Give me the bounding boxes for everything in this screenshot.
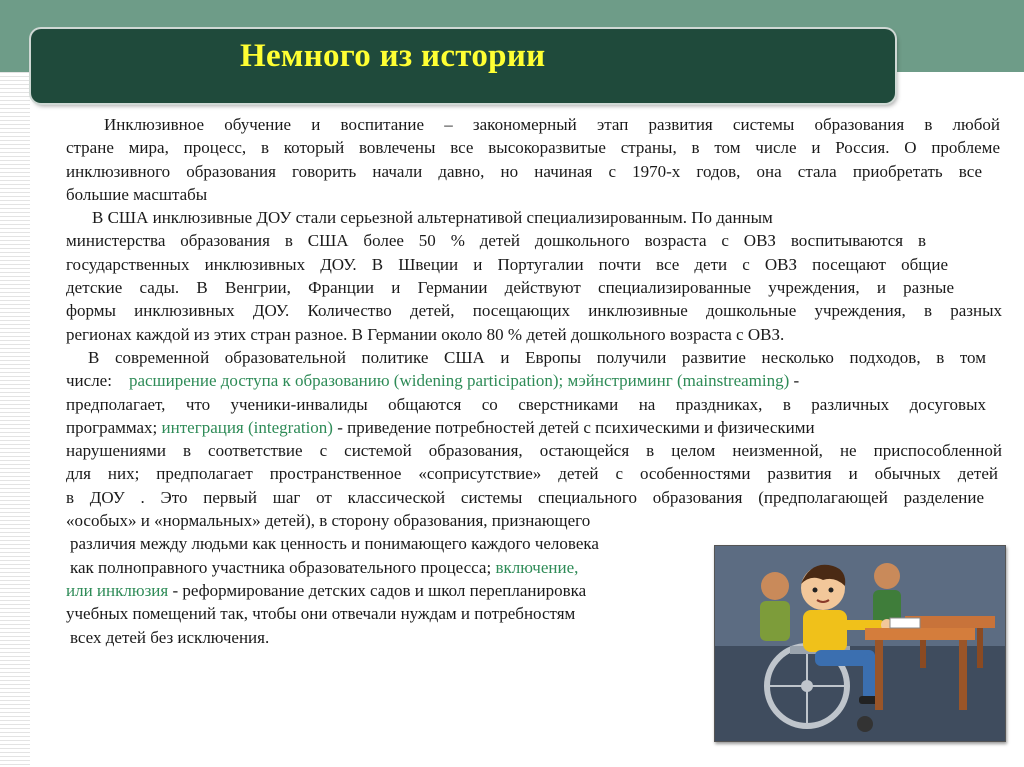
- wheelchair-child-at-desk-icon: [715, 546, 1005, 741]
- p3-line6: для них; предполагает пространственное «соприсутствие» детей с особенностями развития и обычных детей: [66, 464, 998, 484]
- p3-line13: всех детей без исключения.: [70, 627, 270, 647]
- p3-line9: различия между людьми как ценность и понимающего каждого человека: [70, 534, 599, 554]
- p2-line1: В США инклюзивные ДОУ стали серьезной альтернативой специализированным. По данным: [92, 208, 773, 228]
- p3-line2: [66, 369, 1006, 392]
- left-stripes-decoration: [0, 72, 30, 767]
- p3-line1: В современной образовательной политике США и Европы получили развитие несколько подходов, в том: [88, 347, 986, 367]
- p3-line2-end: -: [789, 371, 800, 391]
- p3-line11-end: - реформирование детских садов и школ перепланировка: [168, 580, 587, 600]
- p3-line8: «особых» и «нормальных» детей), в сторону образования, признающего: [66, 511, 591, 531]
- term-inclusion-b: или инклюзия: [66, 580, 169, 600]
- p3-line3: предполагает, что ученики-инвалиды общаются со сверстниками на праздниках, в различных досуговых: [66, 394, 986, 414]
- p3-line5: нарушениями в соответствие с системой образования, остающейся в целом неизменной, не приспособленной: [66, 441, 1002, 461]
- wheelchair-child-illustration: [714, 545, 1006, 742]
- p2-line5: формы инклюзивных ДОУ. Количество детей, посещающих инклюзивные дошкольные учреждения, в разных: [66, 301, 1002, 321]
- p3-line4-end: - приведение потребностей детей с психическими и физическими: [332, 417, 815, 437]
- p1-line4: большие масштабы: [66, 184, 208, 204]
- p3-line12: учебных помещений так, чтобы они отвечали нуждам и потребностям: [66, 604, 576, 624]
- term-widening-mainstreaming: расширение доступа к образованию (widening participation); мэйнстриминг (mainstreaming): [128, 371, 790, 391]
- term-integration: интеграция (integration): [161, 417, 333, 437]
- p2-line2: министерства образования в США более 50 % детей дошкольного возраста с ОВЗ воспитываются в: [66, 231, 926, 251]
- p3-line7: в ДОУ . Это первый шаг от классической системы специального образования (предполагающей разделение: [66, 487, 984, 507]
- p1-line2: стране мира, процесс, в который вовлечены все высокоразвитые страны, в том числе и Россия. О проблеме: [66, 138, 1000, 158]
- p3-line4: [66, 416, 1006, 439]
- p2-line6: регионах каждой из этих стран разное. В Германии около 80 % детей дошкольного возраста с ОВЗ.: [66, 324, 785, 344]
- term-inclusion-a: включение,: [495, 557, 579, 577]
- slide-title: Немного из истории: [240, 38, 546, 74]
- p3-line4-start: программах;: [66, 417, 162, 437]
- p3-line10-start: как полноправного участника образовательного процесса;: [70, 557, 496, 577]
- p1-line3: инклюзивного образования говорить начали давно, но начиная с 1970-х годов, она стала приобретать все: [66, 161, 982, 181]
- p1-line1: Инклюзивное обучение и воспитание – закономерный этап развития системы образования в любой: [104, 115, 1000, 134]
- p2-line3: государственных инклюзивных ДОУ. В Швеции и Португалии почти все дети с ОВЗ посещают общие: [66, 254, 948, 274]
- p3-line2-start: числе:: [66, 371, 112, 391]
- p2-line4: детские сады. В Венгрии, Франции и Германии действуют специализированные учреждения, и разные: [66, 278, 954, 298]
